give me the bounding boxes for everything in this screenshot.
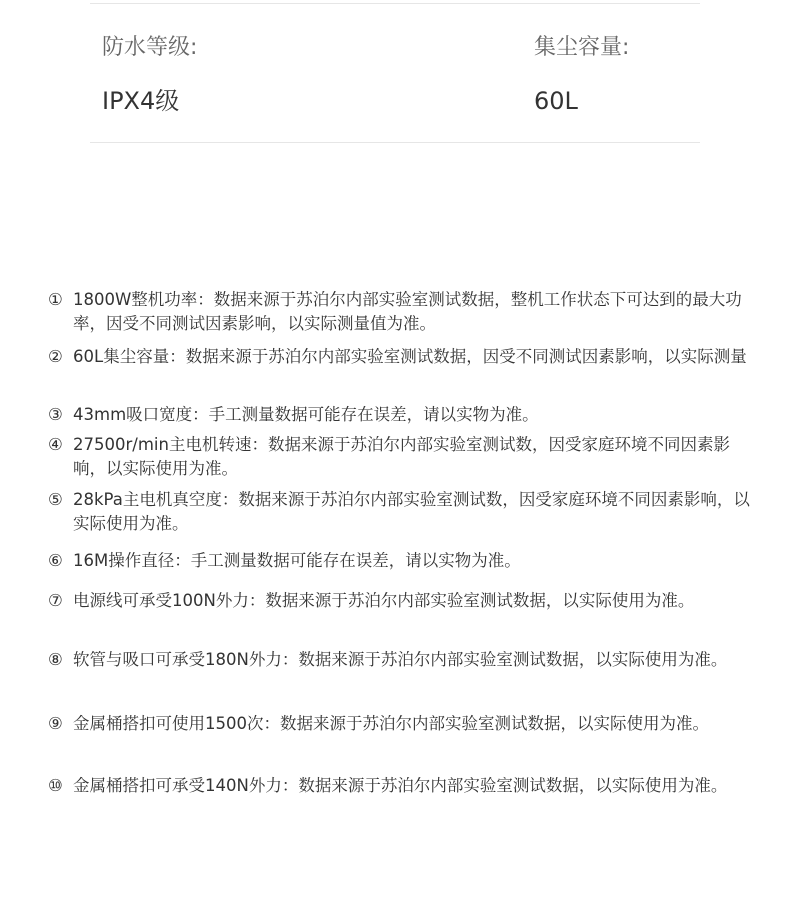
bottom-divider: [90, 142, 700, 143]
footnote-item: [48, 549, 760, 573]
spec-waterproof: [102, 34, 197, 116]
footnote-number: ④: [48, 435, 63, 454]
footnote-text: 电源线可承受100N外力：数据来源于苏泊尔内部实验室测试数据，以实际使用为准。: [73, 591, 695, 610]
spec-dust-capacity: [534, 34, 629, 116]
footnote-item: [48, 488, 760, 536]
spec-value: 60L: [534, 87, 578, 115]
footnote-item: [48, 433, 760, 481]
spec-value: IPX4级: [102, 87, 180, 115]
footnote-text: 1800W整机功率：数据来源于苏泊尔内部实验室测试数据，整机工作状态下可达到的最大功率，因受不同测试因素影响，以实际测量值为准。: [73, 290, 742, 333]
footnote-number: ③: [48, 405, 63, 424]
footnote-number: ⑥: [48, 551, 63, 570]
spec-label: 集尘容量:: [534, 35, 630, 60]
footnote-text: 60L集尘容量：数据来源于苏泊尔内部实验室测试数据，因受不同测试因素影响，以实际测量: [73, 347, 747, 366]
footnote-item: [48, 345, 760, 369]
footnote-text: 43mm吸口宽度：手工测量数据可能存在误差，请以实物为准。: [73, 405, 539, 424]
footnote-text: 金属桶搭扣可使用1500次：数据来源于苏泊尔内部实验室测试数据，以实际使用为准。: [73, 714, 709, 733]
footnote-number: ②: [48, 347, 63, 366]
footnote-item: [48, 288, 760, 336]
footnote-text: 金属桶搭扣可承受140N外力：数据来源于苏泊尔内部实验室测试数据，以实际使用为准。: [73, 776, 728, 795]
footnote-number: ⑦: [48, 591, 63, 610]
footnote-item: [48, 774, 760, 798]
footnote-text: 软管与吸口可承受180N外力：数据来源于苏泊尔内部实验室测试数据，以实际使用为准。: [73, 650, 728, 669]
footnote-number: ⑨: [48, 714, 63, 733]
footnote-item: [48, 648, 760, 672]
footnote-item: [48, 589, 760, 613]
footnote-number: ⑧: [48, 650, 63, 669]
footnote-number: ①: [48, 290, 63, 309]
footnote-item: [48, 403, 760, 427]
footnote-item: [48, 712, 760, 736]
footnote-text: 27500r/min主电机转速：数据来源于苏泊尔内部实验室测试数，因受家庭环境不同因素影响，以实际使用为准。: [73, 435, 730, 478]
top-divider: [90, 3, 700, 4]
footnote-text: 28kPa主电机真空度：数据来源于苏泊尔内部实验室测试数，因受家庭环境不同因素影响，以实际使用为准。: [73, 490, 750, 533]
footnote-text: 16M操作直径：手工测量数据可能存在误差，请以实物为准。: [73, 551, 521, 570]
spec-label: 防水等级:: [102, 35, 198, 60]
footnote-number: ⑤: [48, 490, 63, 509]
footnote-number: ⑩: [48, 776, 63, 795]
